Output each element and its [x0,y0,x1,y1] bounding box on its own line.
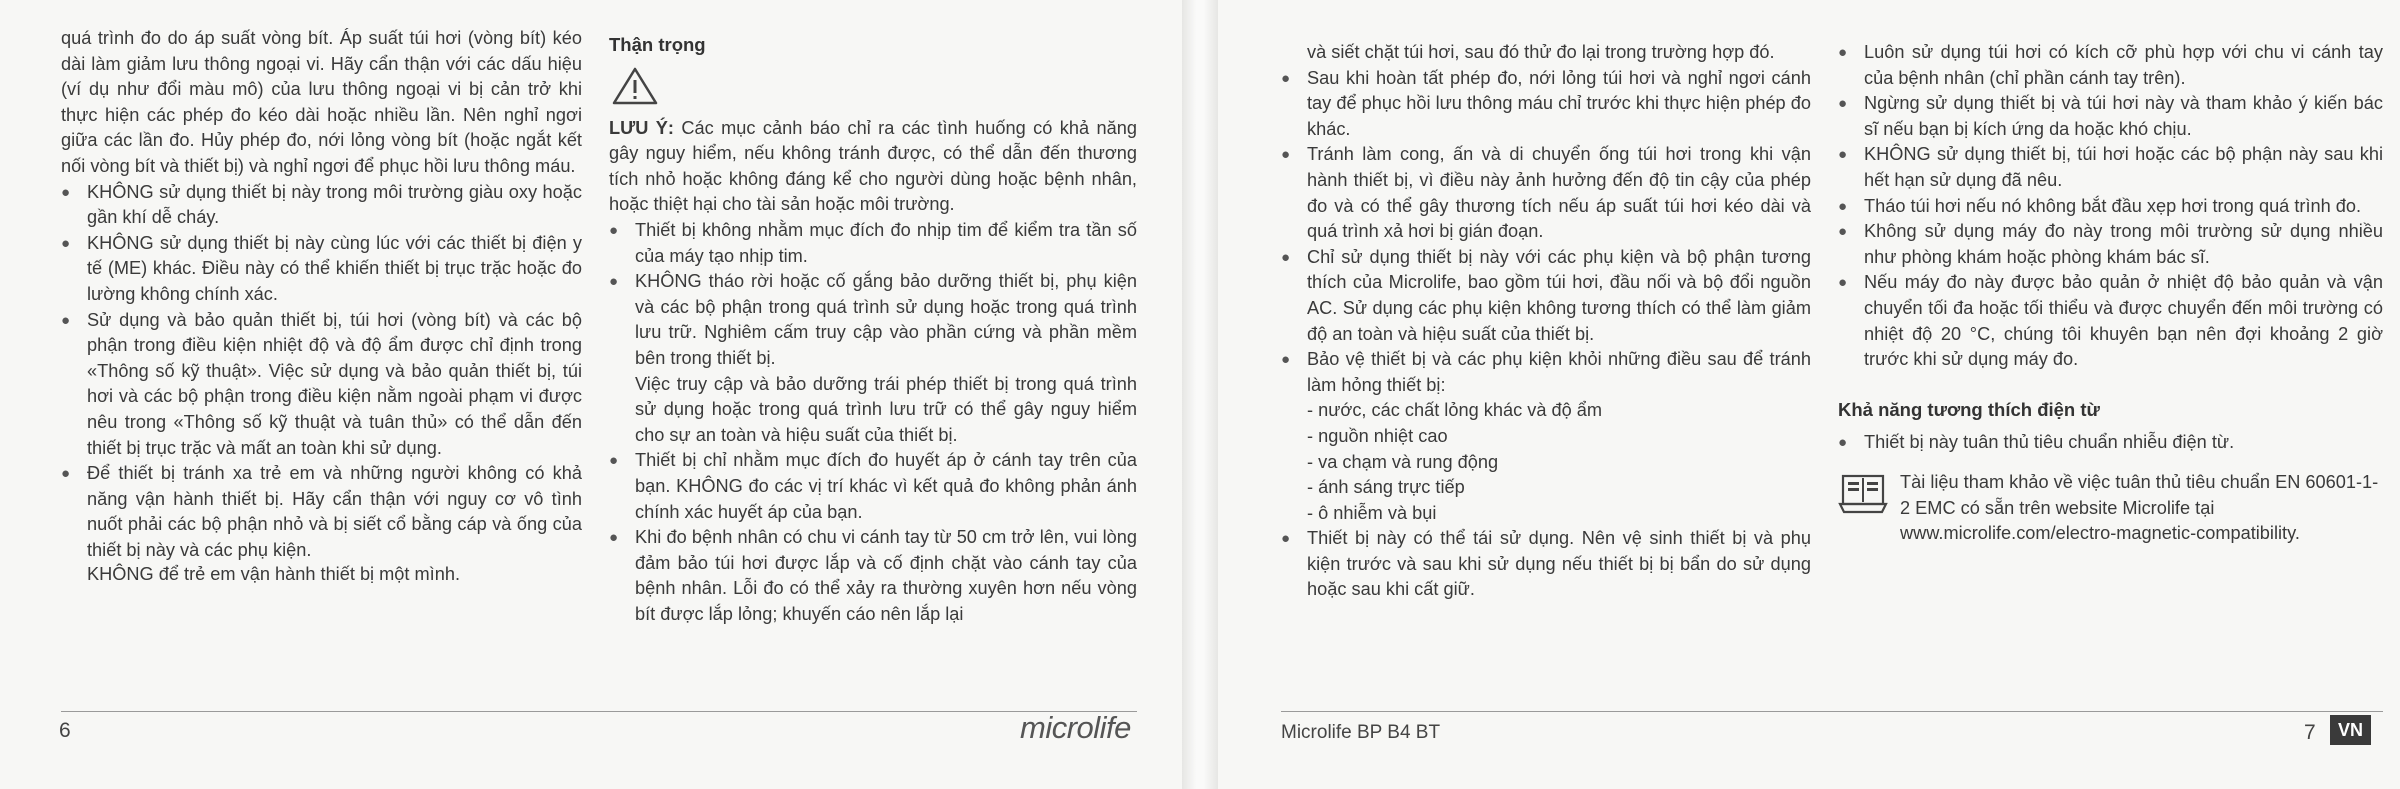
continued-paragraph: quá trình đo do áp suất vòng bít. Áp suất túi hơi (vòng bít) kéo dài làm giảm lưu thông ngoại vi. Hãy cẩn thận với các dấu hiệu (ví dụ như đổi màu mô) của lưu thông ngoại vi bị cản trở khi thực hiện các phép đo kéo dài hoặc nhiều lần. Nên nghỉ ngơi giữa các lần đo. Hủy phép đo, nới lỏng vòng bít (hoặc ngắt kết nối vòng bít và thiết bị) và nghỉ ngơi để phục hồi lưu thông máu. [61,28,582,176]
list-item: ● Sau khi hoàn tất phép đo, nới lỏng túi hơi và nghỉ ngơi cánh tay để phục hồi lưu thông máu chỉ trước khi thực hiện phép đo khác. [1281,66,1811,143]
footer-rule [1281,711,2383,712]
list-item: ● Luôn sử dụng túi hơi có kích cỡ phù hợp với chu vi cánh tay của bệnh nhân (chỉ phần cánh tay trên). [1838,40,2383,91]
emc-reference-text: Tài liệu tham khảo về việc tuân thủ tiêu chuẩn EN 60601-1-2 EMC có sẵn trên website Microlife tại www.microlife.com/electro-magnetic-compatibility. [1900,471,2379,544]
caution-list-2 [609,448,1137,627]
hazard-item: - nguồn nhiệt cao [1307,425,1448,446]
continued-paragraph: và siết chặt túi hơi, sau đó thử đo lại trong trường hợp đó. [1307,42,1775,62]
list-item-tail: KHÔNG để trẻ em vận hành thiết bị một mình. [87,564,461,585]
list-item: ● Ngừng sử dụng thiết bị và túi hơi này và tham khảo ý kiến bác sĩ nếu bạn bị kích ứng da hoặc khó chịu. [1838,91,2383,142]
access-paragraph: Việc truy cập và bảo dưỡng trái phép thiết bị trong quá trình sử dụng hoặc trong quá trình lưu trữ có thể gây nguy hiểm cho sự an toàn và hiệu suất của thiết bị. [635,373,1137,445]
list-item: ● KHÔNG sử dụng thiết bị, túi hơi hoặc các bộ phận này sau khi hết hạn sử dụng đã nêu. [1838,142,2383,193]
emc-heading: Khả năng tương thích điện từ [1838,398,2100,420]
warning-list [61,180,582,564]
list-item: ● KHÔNG sử dụng thiết bị này trong môi trường giàu oxy hoặc gần khí dễ cháy. [61,180,582,231]
list-item: ● Thiết bị không nhằm mục đích đo nhịp tim để kiểm tra tần số của máy tạo nhịp tim. [609,218,1137,269]
page-number: 6 [59,719,71,742]
left-col-2 [609,32,1137,627]
list-item: ● KHÔNG sử dụng thiết bị này cùng lúc với các thiết bị điện y tế (ME) khác. Điều này có thể khiến thiết bị trục trặc hoặc đo lường không chính xác. [61,231,582,308]
caution-list-2 [1281,526,1811,603]
hazard-item: - ô nhiễm và bụi [1307,502,1437,523]
list-item: ● Tránh làm cong, ấn và di chuyển ống túi hơi trong khi vận hành thiết bị, vì điều này ảnh hưởng đến độ tin cậy của phép đo và có thể gây thương tích nếu áp suất túi hơi kéo dài và quá trình xả hơi bị gián đoạn. [1281,142,1811,244]
note-label: LƯU Ý: [609,117,674,138]
caution-list [1838,40,2383,373]
hazard-list [1281,398,1811,526]
right-col-2 [1838,40,2383,547]
list-item: ● Sử dụng và bảo quản thiết bị, túi hơi (vòng bít) và các bộ phận trong điều kiện nhiệt độ và độ ẩm được chỉ định trong «Thông số kỹ thuật». Việc sử dụng và bảo quản thiết bị, túi hơi và các bộ phận trong điều kiện nằm ngoài phạm vi được nêu trong «Thông số kỹ thuật và tuân thủ» có thể dẫn đến thiết bị trục trặc và mất an toàn khi sử dụng. [61,308,582,462]
hazard-item: - va chạm và rung động [1307,451,1499,472]
list-item: ● KHÔNG tháo rời hoặc cố gắng bảo dưỡng thiết bị, phụ kiện và các bộ phận trong quá trình sử dụng hoặc trong quá trình lưu trữ. Nghiêm cấm truy cập vào phần cứng và phần mềm bên trong thiết bị. [609,269,1137,371]
left-col-1 [61,26,582,588]
emc-list [1838,430,2383,456]
list-item: ● Chỉ sử dụng thiết bị này với các phụ kiện và bộ phận tương thích của Microlife, bao gồm túi hơi, đầu nối và bộ đổi nguồn AC. Sử dụng các phụ kiện không tương thích có thể làm giảm độ an toàn và hiệu suất của thiết bị. [1281,245,1811,347]
section-heading: Thận trọng [609,34,706,55]
right-col-1 [1281,40,1811,603]
caution-list [1281,66,1811,399]
list-item: ● Tháo túi hơi nếu nó không bắt đầu xẹp hơi trong quá trình đo. [1838,194,2383,220]
left-page [0,0,1182,789]
list-item: ● Nếu máy đo này được bảo quản ở nhiệt độ bảo quản và vận chuyển tối đa hoặc tối thiểu và được chuyển đến môi trường có nhiệt độ 20 °C, chúng tôi khuyên bạn nên đợi khoảng 2 giờ trước khi sử dụng máy đo. [1838,270,2383,372]
book-gutter [1182,0,1218,789]
list-item: ● Để thiết bị tránh xa trẻ em và những người không có khả năng vận hành thiết bị. Hãy cẩn thận với nguy cơ vô tình nuốt phải các bộ phận nhỏ và bị siết cổ bằng cáp và ống của thiết bị này và các phụ kiện. [61,461,582,563]
brand-logo: microlife [1020,710,1131,745]
hazard-item: - nước, các chất lỏng khác và độ ẩm [1307,400,1603,421]
list-item: ● Thiết bị này tuân thủ tiêu chuẩn nhiễu điện từ. [1838,430,2383,456]
footer-rule [61,711,1137,712]
list-item: ● Bảo vệ thiết bị và các phụ kiện khỏi những điều sau để tránh làm hỏng thiết bị: [1281,347,1811,398]
note-paragraph [609,116,1137,218]
warning-triangle-icon [611,66,659,106]
note-text: Các mục cảnh báo chỉ ra các tình huống có khả năng gây nguy hiểm, nếu không tránh được, có thể dẫn đến thương tích nhỏ hoặc không đáng kể cho người dùng hoặc bệnh nhân, hoặc thiệt hại cho tài sản hoặc môi trường. [609,117,1137,215]
list-item: ● Khi đo bệnh nhân có chu vi cánh tay từ 50 cm trở lên, vui lòng đảm bảo túi hơi được lắp và cố định chặt vào cánh tay của bệnh nhân. Lỗi đo có thể xảy ra thường xuyên hơn nếu vòng bít được lắp lỏng; khuyến cáo nên lắp lại [609,525,1137,627]
right-page [1218,0,2400,789]
list-item: ● Thiết bị này có thể tái sử dụng. Nên vệ sinh thiết bị và phụ kiện trước và sau khi sử dụng nếu thiết bị bị bẩn do sử dụng hoặc sau khi cất giữ. [1281,526,1811,603]
manual-book-icon [1838,474,1888,516]
emc-reference [1838,470,2383,547]
list-item: ● Thiết bị chỉ nhằm mục đích đo huyết áp ở cánh tay trên của bạn. KHÔNG đo các vị trí khác vì kết quả đo không phản ánh chính xác huyết áp của bạn. [609,448,1137,525]
page-number: 7 [2304,721,2316,744]
hazard-item: - ánh sáng trực tiếp [1307,477,1465,498]
caution-list [609,218,1137,372]
language-badge: VN [2330,715,2371,745]
list-item: ● Không sử dụng máy đo này trong môi trường sử dụng nhiều như phòng khám hoặc phòng khám bác sĩ. [1838,219,2383,270]
model-name: Microlife BP B4 BT [1281,722,1441,743]
